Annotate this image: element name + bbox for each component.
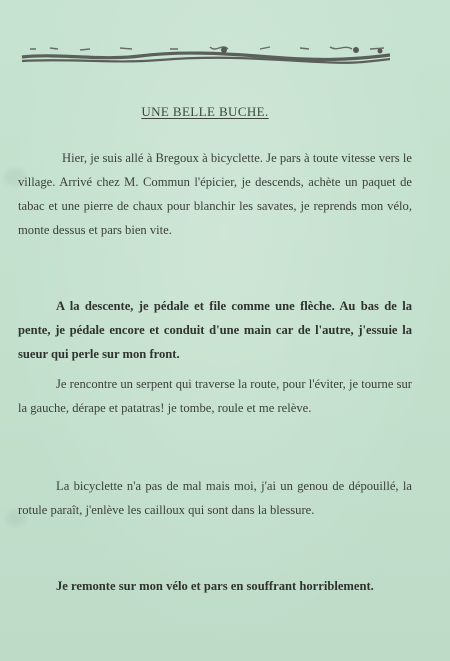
decorative-border-ornament <box>20 44 392 66</box>
paragraph-2: A la descente, je pédale et file comme une flèche. Au bas de la pente, je pédale encore et conduit d'une main car de l'autre, j'essuie la sueur qui perle sur mon front. <box>18 299 412 361</box>
document-title: UNE BELLE BUCHE. <box>141 104 269 119</box>
paragraph-5: Je remonte sur mon vélo et pars en souffrant horriblement. <box>56 579 374 593</box>
paragraph-1: Hier, je suis allé à Bregoux à bicyclette. Je pars à toute vitesse vers le village. Arrivé chez M. Commun l'épicier, je descends, achète un paquet de tabac et une pierre de chaux pour blanchir les savates, je reprends mon vélo, monte dessus et pars bien vite. <box>18 151 412 237</box>
decorative-header-band <box>20 44 392 66</box>
paragraph-4: La bicyclette n'a pas de mal mais moi, j'ai un genou de dépouillé, la rotule paraît, j'enlève les cailloux qui sont dans la blessure. <box>18 479 412 517</box>
paragraph-3: Je rencontre un serpent qui traverse la route, pour l'éviter, je tourne sur la gauche, dérape et patatras! je tombe, roule et me relève. <box>18 377 412 415</box>
